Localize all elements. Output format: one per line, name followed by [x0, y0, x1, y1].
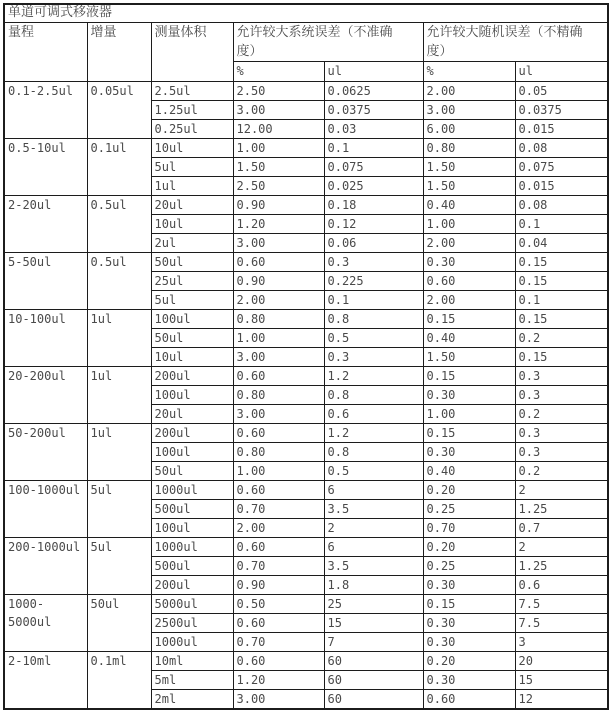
volume-cell: 1ul	[151, 177, 233, 196]
sys-error-ul-cell: 6	[324, 538, 423, 557]
rand-error-ul-cell: 0.15	[515, 272, 608, 291]
sys-error-percent-cell: 2.00	[233, 291, 324, 310]
sys-error-percent-cell: 0.70	[233, 500, 324, 519]
volume-cell: 100ul	[151, 443, 233, 462]
rand-error-ul-cell: 0.3	[515, 443, 608, 462]
sys-error-percent-cell: 1.20	[233, 671, 324, 690]
rand-error-ul-cell: 0.015	[515, 120, 608, 139]
sys-error-percent-cell: 0.60	[233, 481, 324, 500]
rand-error-percent-cell: 0.15	[423, 595, 515, 614]
table-row	[4, 424, 608, 443]
sys-error-ul-cell: 0.5	[324, 462, 423, 481]
rand-error-percent-cell: 2.00	[423, 82, 515, 101]
sys-error-percent-cell: 1.50	[233, 158, 324, 177]
rand-error-ul-cell: 2	[515, 538, 608, 557]
sys-error-ul-cell: 3.5	[324, 557, 423, 576]
sys-error-ul-cell: 2	[324, 519, 423, 538]
rand-error-percent-cell: 1.50	[423, 177, 515, 196]
sys-error-ul-cell: 0.6	[324, 405, 423, 424]
rand-error-percent-cell: 0.15	[423, 424, 515, 443]
sys-percent-subheader: %	[233, 62, 324, 82]
volume-cell: 5ul	[151, 158, 233, 177]
rand-error-ul-cell: 0.7	[515, 519, 608, 538]
sys-error-percent-cell: 2.50	[233, 82, 324, 101]
rand-error-percent-cell: 0.20	[423, 652, 515, 671]
systematic-error-header-label: 允许较大系统误差（不准确度）	[236, 25, 393, 59]
table-row	[4, 595, 608, 614]
volume-cell: 5ml	[151, 671, 233, 690]
rand-error-ul-cell: 2	[515, 481, 608, 500]
sys-error-ul-cell: 15	[324, 614, 423, 633]
sys-error-percent-cell: 0.60	[233, 424, 324, 443]
table-row	[4, 139, 608, 158]
sys-error-ul-cell: 0.8	[324, 443, 423, 462]
sys-error-ul-cell: 0.06	[324, 234, 423, 253]
increment-cell: 50ul	[87, 595, 151, 652]
volume-cell: 200ul	[151, 424, 233, 443]
volume-cell: 5000ul	[151, 595, 233, 614]
sys-error-ul-cell: 60	[324, 652, 423, 671]
rand-ul-subheader: ul	[515, 62, 608, 82]
sys-error-percent-cell: 0.90	[233, 576, 324, 595]
increment-cell: 0.1ul	[87, 139, 151, 196]
rand-error-percent-cell: 0.25	[423, 557, 515, 576]
sys-error-percent-cell: 2.00	[233, 519, 324, 538]
table-row	[4, 652, 608, 671]
volume-cell: 2.5ul	[151, 82, 233, 101]
table-row	[4, 538, 608, 557]
range-cell: 2-10ml	[4, 652, 87, 710]
rand-error-ul-cell: 0.2	[515, 405, 608, 424]
range-cell: 5-50ul	[4, 253, 87, 310]
sys-error-percent-cell: 1.20	[233, 215, 324, 234]
volume-cell: 10ul	[151, 139, 233, 158]
sys-error-ul-cell: 0.18	[324, 196, 423, 215]
sys-error-percent-cell: 0.90	[233, 196, 324, 215]
volume-cell: 100ul	[151, 310, 233, 329]
increment-cell: 1ul	[87, 310, 151, 367]
sys-error-ul-cell: 3.5	[324, 500, 423, 519]
increment-cell: 1ul	[87, 367, 151, 424]
range-cell: 10-100ul	[4, 310, 87, 367]
rand-error-ul-cell: 12	[515, 690, 608, 710]
rand-error-ul-cell: 0.04	[515, 234, 608, 253]
volume-cell: 50ul	[151, 253, 233, 272]
rand-error-ul-cell: 0.2	[515, 329, 608, 348]
volume-cell: 200ul	[151, 367, 233, 386]
range-cell: 20-200ul	[4, 367, 87, 424]
volume-cell: 2500ul	[151, 614, 233, 633]
sys-error-ul-cell: 0.0375	[324, 101, 423, 120]
rand-error-percent-cell: 0.70	[423, 519, 515, 538]
sys-error-ul-cell: 0.025	[324, 177, 423, 196]
sys-error-ul-cell: 0.8	[324, 310, 423, 329]
rand-error-percent-cell: 0.30	[423, 443, 515, 462]
rand-error-percent-cell: 0.30	[423, 614, 515, 633]
increment-cell: 1ul	[87, 424, 151, 481]
volume-cell: 10ml	[151, 652, 233, 671]
rand-error-ul-cell: 0.08	[515, 196, 608, 215]
sys-error-ul-cell: 6	[324, 481, 423, 500]
rand-error-ul-cell: 7.5	[515, 595, 608, 614]
increment-cell: 0.5ul	[87, 253, 151, 310]
rand-error-percent-cell: 0.15	[423, 367, 515, 386]
rand-error-percent-cell: 1.50	[423, 348, 515, 367]
sys-error-percent-cell: 12.00	[233, 120, 324, 139]
sys-error-percent-cell: 0.70	[233, 557, 324, 576]
range-cell: 0.5-10ul	[4, 139, 87, 196]
rand-error-percent-cell: 0.20	[423, 538, 515, 557]
table-header	[4, 4, 608, 82]
table-title-row	[4, 4, 608, 23]
sys-error-ul-cell: 7	[324, 633, 423, 652]
sys-error-ul-cell: 60	[324, 690, 423, 710]
sys-error-ul-cell: 1.8	[324, 576, 423, 595]
rand-error-percent-cell: 0.25	[423, 500, 515, 519]
rand-error-ul-cell: 0.3	[515, 367, 608, 386]
random-error-header-label: 允许较大随机误差（不精确度）	[426, 25, 583, 59]
volume-cell: 50ul	[151, 329, 233, 348]
sys-error-ul-cell: 0.075	[324, 158, 423, 177]
sys-error-ul-cell: 25	[324, 595, 423, 614]
volume-cell: 1.25ul	[151, 101, 233, 120]
sys-error-percent-cell: 0.60	[233, 253, 324, 272]
volume-cell: 100ul	[151, 386, 233, 405]
rand-error-percent-cell: 0.30	[423, 633, 515, 652]
sys-error-ul-cell: 0.03	[324, 120, 423, 139]
increment-cell: 0.1ml	[87, 652, 151, 710]
rand-error-percent-cell: 0.40	[423, 329, 515, 348]
rand-error-percent-cell: 1.00	[423, 405, 515, 424]
rand-error-percent-cell: 2.00	[423, 291, 515, 310]
table-row	[4, 253, 608, 272]
table-row	[4, 196, 608, 215]
sys-error-percent-cell: 0.80	[233, 386, 324, 405]
sys-error-percent-cell: 0.80	[233, 443, 324, 462]
systematic-error-header	[233, 23, 423, 62]
volume-cell: 0.25ul	[151, 120, 233, 139]
sys-error-ul-cell: 0.5	[324, 329, 423, 348]
random-error-header	[423, 23, 608, 62]
sys-error-percent-cell: 0.60	[233, 614, 324, 633]
range-cell: 0.1-2.5ul	[4, 82, 87, 139]
sys-error-percent-cell: 0.60	[233, 538, 324, 557]
sys-error-percent-cell: 0.80	[233, 310, 324, 329]
volume-cell: 2ul	[151, 234, 233, 253]
rand-error-ul-cell: 0.0375	[515, 101, 608, 120]
volume-cell: 2ml	[151, 690, 233, 710]
increment-cell: 5ul	[87, 481, 151, 538]
range-cell: 1000-5000ul	[4, 595, 87, 652]
sys-error-percent-cell: 2.50	[233, 177, 324, 196]
increment-column-header: 增量	[87, 23, 151, 82]
volume-cell: 10ul	[151, 348, 233, 367]
volume-cell: 50ul	[151, 462, 233, 481]
range-cell: 50-200ul	[4, 424, 87, 481]
rand-error-ul-cell: 0.08	[515, 139, 608, 158]
sys-error-ul-cell: 0.1	[324, 139, 423, 158]
rand-error-percent-cell: 0.15	[423, 310, 515, 329]
sys-error-percent-cell: 1.00	[233, 462, 324, 481]
rand-error-percent-cell: 0.30	[423, 253, 515, 272]
sys-error-percent-cell: 0.90	[233, 272, 324, 291]
rand-error-ul-cell: 0.15	[515, 348, 608, 367]
rand-error-ul-cell: 0.3	[515, 424, 608, 443]
rand-percent-subheader: %	[423, 62, 515, 82]
rand-error-percent-cell: 0.60	[423, 690, 515, 710]
rand-error-ul-cell: 1.25	[515, 557, 608, 576]
sys-error-percent-cell: 1.00	[233, 329, 324, 348]
sys-error-percent-cell: 1.00	[233, 139, 324, 158]
rand-error-ul-cell: 0.1	[515, 215, 608, 234]
sys-error-percent-cell: 0.50	[233, 595, 324, 614]
column-header-row	[4, 23, 608, 62]
sys-error-percent-cell: 3.00	[233, 690, 324, 710]
sys-error-ul-cell: 60	[324, 671, 423, 690]
pipette-spec-table	[3, 3, 609, 710]
rand-error-ul-cell: 0.15	[515, 253, 608, 272]
sys-ul-subheader: ul	[324, 62, 423, 82]
rand-error-ul-cell: 0.075	[515, 158, 608, 177]
sys-error-ul-cell: 1.2	[324, 367, 423, 386]
rand-error-percent-cell: 0.20	[423, 481, 515, 500]
rand-error-percent-cell: 6.00	[423, 120, 515, 139]
table-title: 单道可调式移液器	[4, 4, 608, 23]
rand-error-ul-cell: 0.015	[515, 177, 608, 196]
rand-error-percent-cell: 2.00	[423, 234, 515, 253]
rand-error-ul-cell: 20	[515, 652, 608, 671]
rand-error-ul-cell: 0.2	[515, 462, 608, 481]
volume-cell: 500ul	[151, 557, 233, 576]
rand-error-ul-cell: 0.15	[515, 310, 608, 329]
range-cell: 200-1000ul	[4, 538, 87, 595]
rand-error-ul-cell: 7.5	[515, 614, 608, 633]
volume-cell: 10ul	[151, 215, 233, 234]
rand-error-ul-cell: 0.1	[515, 291, 608, 310]
rand-error-percent-cell: 0.30	[423, 671, 515, 690]
table-row	[4, 367, 608, 386]
sys-error-ul-cell: 0.3	[324, 348, 423, 367]
rand-error-ul-cell: 0.05	[515, 82, 608, 101]
sys-error-ul-cell: 1.2	[324, 424, 423, 443]
increment-cell: 0.5ul	[87, 196, 151, 253]
sys-error-percent-cell: 0.60	[233, 367, 324, 386]
sys-error-ul-cell: 0.3	[324, 253, 423, 272]
sys-error-ul-cell: 0.8	[324, 386, 423, 405]
volume-cell: 25ul	[151, 272, 233, 291]
sys-error-ul-cell: 0.12	[324, 215, 423, 234]
range-cell: 2-20ul	[4, 196, 87, 253]
table-row	[4, 310, 608, 329]
sys-error-percent-cell: 3.00	[233, 101, 324, 120]
spec-table-body	[4, 82, 608, 710]
rand-error-percent-cell: 1.50	[423, 158, 515, 177]
sys-error-ul-cell: 0.225	[324, 272, 423, 291]
rand-error-ul-cell: 1.25	[515, 500, 608, 519]
rand-error-percent-cell: 3.00	[423, 101, 515, 120]
rand-error-ul-cell: 3	[515, 633, 608, 652]
range-cell: 100-1000ul	[4, 481, 87, 538]
volume-column-header: 测量体积	[151, 23, 233, 82]
volume-cell: 1000ul	[151, 633, 233, 652]
volume-cell: 1000ul	[151, 538, 233, 557]
sys-error-percent-cell: 0.60	[233, 652, 324, 671]
increment-cell: 0.05ul	[87, 82, 151, 139]
rand-error-percent-cell: 0.30	[423, 386, 515, 405]
sys-error-percent-cell: 0.70	[233, 633, 324, 652]
volume-cell: 200ul	[151, 576, 233, 595]
volume-cell: 100ul	[151, 519, 233, 538]
sys-error-percent-cell: 3.00	[233, 348, 324, 367]
rand-error-percent-cell: 0.80	[423, 139, 515, 158]
rand-error-percent-cell: 0.60	[423, 272, 515, 291]
volume-cell: 1000ul	[151, 481, 233, 500]
range-column-header: 量程	[4, 23, 87, 82]
volume-cell: 5ul	[151, 291, 233, 310]
sys-error-ul-cell: 0.1	[324, 291, 423, 310]
sys-error-ul-cell: 0.0625	[324, 82, 423, 101]
increment-cell: 5ul	[87, 538, 151, 595]
table-row	[4, 82, 608, 101]
sys-error-percent-cell: 3.00	[233, 405, 324, 424]
volume-cell: 20ul	[151, 196, 233, 215]
rand-error-ul-cell: 15	[515, 671, 608, 690]
volume-cell: 500ul	[151, 500, 233, 519]
rand-error-percent-cell: 0.30	[423, 576, 515, 595]
rand-error-ul-cell: 0.3	[515, 386, 608, 405]
volume-cell: 20ul	[151, 405, 233, 424]
rand-error-percent-cell: 1.00	[423, 215, 515, 234]
rand-error-ul-cell: 0.6	[515, 576, 608, 595]
rand-error-percent-cell: 0.40	[423, 196, 515, 215]
table-row	[4, 481, 608, 500]
rand-error-percent-cell: 0.40	[423, 462, 515, 481]
sys-error-percent-cell: 3.00	[233, 234, 324, 253]
